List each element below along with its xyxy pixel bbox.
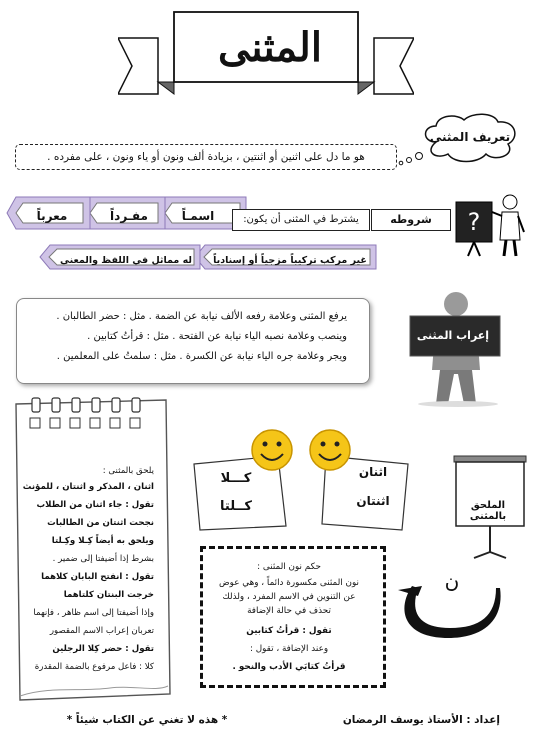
mulhaq-line: تعربان إعراب الاسم المقصور: [49, 626, 154, 636]
mulhaq-line: وإذا أضيفتا إلى اسم ظاهر ، فإنهما: [33, 608, 154, 618]
iraab-raf: يرفع المثنى وعلامة رفعه الألف نيابة عن الضمة . مثل : حضر الطالبان .: [56, 311, 347, 322]
mulhaq-line: تقول : جاء اثنان من الطلاب: [36, 500, 154, 510]
noon-line: نون المثنى مكسورة دائماً ، وهي عوض: [219, 578, 359, 588]
iraab-box: [16, 298, 370, 384]
card-kilta: كــلتا: [220, 499, 252, 514]
card-ithnan: اثنان: [358, 465, 388, 479]
card-ithnatan: اثنتان: [356, 494, 390, 508]
mulhaq-line: خرجت البنتان كلتاهما: [63, 590, 154, 600]
condition-has-match: له مماثل في اللفظ والمعنى: [60, 255, 192, 266]
iraab-jarr: ويجر وعلامة جره الياء نيابة عن الكسرة . مثل : سلمتُ على المعلمين .: [56, 351, 347, 362]
conditions-intro: يشترط في المثنى أن يكون:: [232, 209, 370, 231]
noon-line: تقول : قرأتُ كتابين: [246, 626, 332, 636]
mulhaq-text: [10, 464, 176, 704]
card-kila: كـــلا: [220, 471, 252, 486]
mulhaq-line: كلا : فاعل مرفوع بالضمة المقدرة: [34, 662, 154, 672]
mulhaq-line: يلحق بالمثنى :: [102, 466, 154, 476]
condition-not-compound: غير مركب تركيباً مزجياً أو إسنادياً: [213, 255, 367, 266]
condition-mufrad: مفـرداً: [110, 209, 148, 223]
mulhaq-screen-label: الملحق بالمثنى: [469, 500, 507, 522]
teacher-question-figure: [454, 192, 534, 258]
noon-line: وعند الإضافة ، تقول :: [249, 644, 329, 654]
iraab-sign-figure: [396, 290, 526, 408]
mulhaq-line: ويلحق به أيضاً كِـلا وكِـلتا: [51, 536, 154, 546]
cloud-tail-dots: [395, 150, 425, 168]
mulhaq-line: تقول : انفتح البابان كلاهما: [41, 572, 154, 582]
noon-line: تحذف في حالة الإضافة: [247, 606, 331, 616]
iraab-label: إعراب المثنى: [416, 329, 490, 342]
condition-ism: اسمـاً: [181, 209, 215, 223]
conditions-title: شروطه: [371, 209, 451, 231]
mulhaq-line: نجحت اثنتان من الطالبات: [47, 518, 154, 528]
noon-rule-box: [200, 546, 386, 688]
noon-line: قرأتُ كتابَي الأدب والنحو .: [232, 662, 346, 672]
author-credit: إعداد : الأستاذ يوسف الرمضان: [342, 714, 500, 726]
definition-text: هو ما دل على اثنين أو اثنتين ، بزيادة ألف ونون أو ياء ونون ، على مفرده .: [15, 144, 397, 170]
mulhaq-line: تقول : حضر كِلا الرجلين: [52, 644, 154, 654]
page-title: المثنى: [218, 24, 322, 71]
noon-line: حكم نون المثنى :: [257, 562, 321, 572]
iraab-nasb: وينصب وعلامة نصبه الياء نيابة عن الفتحة . مثل : قرأتُ كتابين .: [87, 331, 347, 342]
mulhaq-line: بشرط إذا أضيفتا إلى ضمير .: [52, 554, 154, 564]
noon-line: عن التنوين في الاسم المفرد ، ولذلك: [222, 592, 356, 602]
condition-murab: معرباً: [36, 209, 68, 223]
noon-letter-art: [392, 566, 512, 644]
noon-letter: ن: [444, 569, 460, 593]
mulhaq-line: اثنان ، المذكر و اثنتان ، للمؤنث: [22, 482, 154, 492]
definition-label: تعريف المثنى: [429, 130, 511, 144]
svg-text:?: ?: [467, 208, 481, 236]
footer-note: * هذه لا تغني عن الكتاب شيئاً *: [66, 714, 228, 726]
